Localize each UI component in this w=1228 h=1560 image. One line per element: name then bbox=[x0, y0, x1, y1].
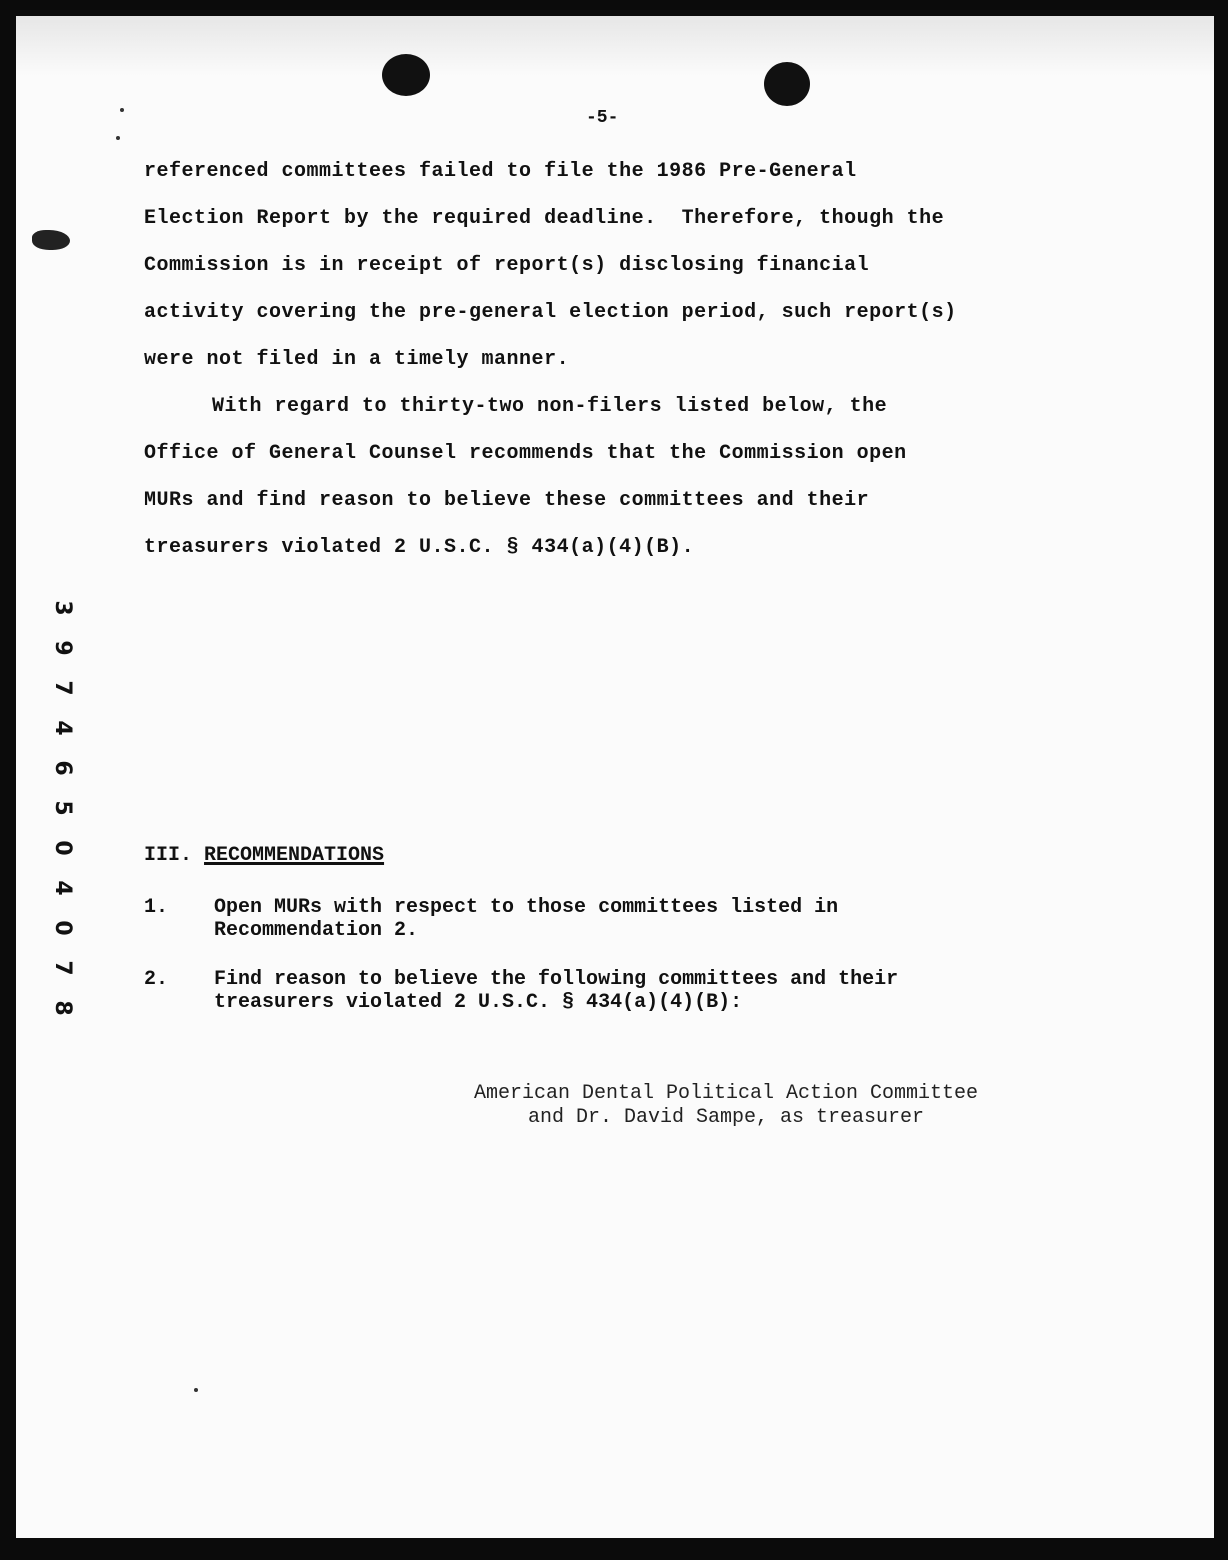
body-text bbox=[144, 148, 1104, 571]
committee-name: American Dental Political Action Committee bbox=[473, 1082, 979, 1105]
scan-shading bbox=[16, 16, 1214, 76]
stamp-digit: 0 bbox=[50, 920, 75, 936]
paragraph-line: Election Report by the required deadline. Therefore, though the bbox=[144, 207, 945, 230]
margin-document-number bbox=[44, 588, 80, 1028]
recommendation-text: Open MURs with respect to those committees listed in Recommendation 2. bbox=[214, 896, 839, 942]
stamp-digit: 6 bbox=[50, 760, 75, 776]
recommendation-number: 2. bbox=[144, 968, 169, 991]
punch-hole-right bbox=[764, 62, 810, 106]
page-number: -5- bbox=[586, 108, 619, 128]
stamp-digit: 7 bbox=[50, 960, 75, 976]
paragraph-line: MURs and find reason to believe these committees and their bbox=[144, 489, 870, 512]
stamp-digit: 9 bbox=[50, 640, 75, 656]
stamp-digit: 0 bbox=[50, 840, 75, 856]
paragraph-line: treasurers violated 2 U.S.C. § 434(a)(4)(B). bbox=[144, 536, 695, 559]
section-title: RECOMMENDATIONS bbox=[204, 844, 385, 867]
stamp-digit: 5 bbox=[50, 800, 75, 816]
scan-speck bbox=[116, 136, 120, 140]
document-page bbox=[16, 16, 1214, 1538]
scan-speck bbox=[120, 108, 124, 112]
recommendation-number: 1. bbox=[144, 896, 169, 919]
section-numeral: III. bbox=[144, 844, 193, 867]
paragraph-line: Office of General Counsel recommends that the Commission open bbox=[144, 442, 907, 465]
stamp-digit: 4 bbox=[50, 720, 75, 736]
section-heading bbox=[144, 844, 384, 867]
stamp-digit: 4 bbox=[50, 880, 75, 896]
committee-entry bbox=[426, 1082, 1026, 1130]
scan-speck bbox=[194, 1388, 198, 1392]
scan-smudge bbox=[32, 230, 70, 250]
paragraph-line: With regard to thirty-two non-filers listed below, the bbox=[212, 395, 888, 418]
committee-treasurer: and Dr. David Sampe, as treasurer bbox=[527, 1106, 925, 1129]
paragraph-line: activity covering the pre-general election period, such report(s) bbox=[144, 301, 957, 324]
paragraph-line: were not filed in a timely manner. bbox=[144, 348, 570, 371]
punch-hole-left bbox=[382, 54, 430, 96]
paragraph-line: referenced committees failed to file the 1986 Pre-General bbox=[144, 160, 857, 183]
stamp-digit: 7 bbox=[50, 680, 75, 696]
paragraph-line: Commission is in receipt of report(s) disclosing financial bbox=[144, 254, 870, 277]
stamp-digit: 3 bbox=[50, 600, 75, 616]
recommendation-text: Find reason to believe the following committees and their treasurers violated 2 U.S.C. § 434(a)(4)(B): bbox=[214, 968, 899, 1014]
stamp-digit: 8 bbox=[50, 1000, 75, 1016]
